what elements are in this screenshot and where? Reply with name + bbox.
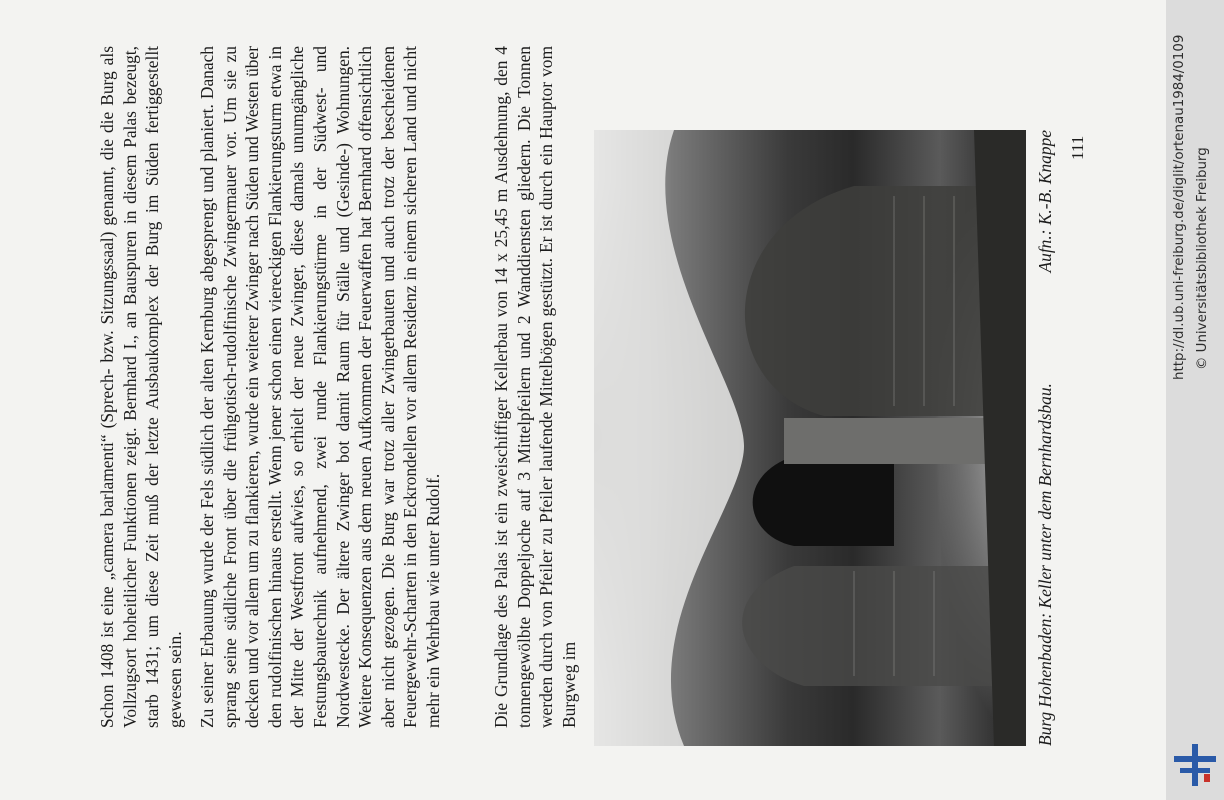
library-logo-icon <box>1170 740 1220 790</box>
paragraph-1: Schon 1408 ist eine „camera barlamenti“ (Sprech- bzw. Sitzungssaal) genannt, die die Burg als Vollzugsort hoheitlicher Funktionen zeigt. Bernhard I., an Bauspuren in diesem Palas bezeugt, starb 1431; um diese Zeit muß der letzte Ausbaukomplex der Burg im Süden fertiggestellt gewesen sein. <box>97 46 185 728</box>
caption-text: Burg Hohenbaden: Keller unter dem Bernhardsbau. <box>1035 383 1055 746</box>
photo-credit: Aufn.: K.-B. Knappe <box>1035 130 1055 273</box>
page-number: 111 <box>1068 135 1087 160</box>
copyright-notice: © Universitätsbibliothek Freiburg <box>1195 147 1210 370</box>
sidebar-text <box>1166 0 1224 800</box>
paragraph-2: Zu seiner Erbauung wurde der Fels südlich der alten Kernburg abgesprengt und planiert. Danach sprang seine südliche Front über die frühgotisch-rudolfinische Zwingermauer vor. Um sie zu decken und vor allem um zu flankieren, wurde ein weiterer Zwinger nach Süden und Westen über den rudolfinischen hinaus erstellt. Wenn jener schon einen viereckigen Flankierungsturm etwa in der Mitte der Westfront aufwies, so erhielt der neue Zwinger, diese damals unumgängliche Festungsbautechnik aufnehmend, zwei runde Flankierungstürme in der Südwest- und Nordwestecke. Der ältere Zwinger bot damit Raum für Ställe und (Gesinde-) Wohnungen. Weitere Konsequenzen aus dem neuen Aufkommen der Feuerwaffen hat Bernhard offensichtlich aber nicht gezogen. Die Burg war trotz aller Zwingerbauten und auch trotz der bescheidenen Feuergewehr-Scharten in den Eckrondellen vor allem Residenz in einem sicheren Land und nicht mehr ein Wehrbau wie unter Rudolf. <box>197 46 443 728</box>
figure-caption <box>1034 130 1056 746</box>
paragraph-3: Die Grundlage des Palas ist ein zweischiffiger Kellerbau von 14 x 25,45 m Ausdehnung, den 4 tonnengewölbte Doppeljoche auf 3 Mittelpfeilern und 2 Wanddiensten gliedern. Die Tonnen werden durch von Pfeiler zu Pfeiler laufende Mittelbögen gestützt. Er ist durch ein Hauptor vom Burgweg im <box>491 46 579 728</box>
archive-sidebar <box>1166 0 1224 800</box>
cellar-photograph <box>594 130 1026 746</box>
cellar-photo-drawing <box>594 130 1026 746</box>
source-url[interactable]: http://dl.ub.uni-freiburg.de/diglit/ortenau1984/0109 <box>1172 34 1187 380</box>
